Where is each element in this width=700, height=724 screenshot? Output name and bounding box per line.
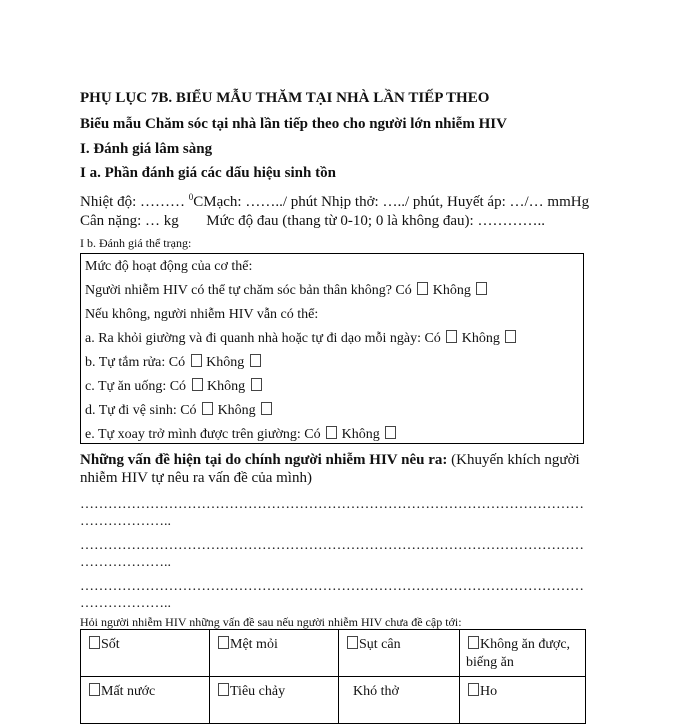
vitals-line <box>80 187 589 212</box>
table-row <box>81 630 586 677</box>
checkbox-no[interactable] <box>250 354 261 367</box>
weight-field: Cân nặng: … kg <box>80 213 179 229</box>
checkbox-no[interactable] <box>261 402 272 415</box>
problems-heading <box>80 450 580 470</box>
self-care-text: Người nhiễm HIV có thể tự chăm sóc bản thân không? Có <box>85 283 412 298</box>
symptom-cell <box>460 677 586 724</box>
symptom-label: Mệt mỏi <box>230 637 278 652</box>
item-d <box>85 401 273 420</box>
symptoms-table <box>80 629 586 724</box>
problems-heading-bold: Những vấn đề hiện tại do chính người nhiễm HIV nêu ra: <box>80 452 448 468</box>
item-e <box>85 425 397 444</box>
answer-line-3[interactable]: ……………………………………………………………………………………………… <box>80 579 584 594</box>
checkbox-yes[interactable] <box>192 378 203 391</box>
no-label: Không <box>341 427 380 442</box>
answer-line-2[interactable]: ……………………………………………………………………………………………… <box>80 538 584 553</box>
checkbox-yes[interactable] <box>202 402 213 415</box>
document-title: PHỤ LỤC 7B. BIỂU MẪU THĂM TẠI NHÀ LẦN TIẾP THEO <box>80 90 490 106</box>
section-vital-signs: I a. Phần đánh giá các dấu hiệu sinh tồn <box>80 165 336 181</box>
checkbox-yes[interactable] <box>326 426 337 439</box>
checkbox-yes[interactable] <box>446 330 457 343</box>
item-e-text: e. Tự xoay trở mình được trên giường: Có <box>85 427 321 442</box>
problems-heading-rest: (Khuyến khích người <box>451 452 580 468</box>
checkbox[interactable] <box>468 636 479 649</box>
symptom-label: Sụt cân <box>359 637 401 652</box>
symptom-label: Tiêu chảy <box>230 684 286 699</box>
no-label: Không <box>206 355 245 370</box>
checkbox-yes[interactable] <box>417 282 428 295</box>
checkbox[interactable] <box>89 636 100 649</box>
no-label: Không <box>207 379 246 394</box>
checkbox[interactable] <box>468 683 479 696</box>
degree-sup: 0 <box>188 192 194 202</box>
symptom-label-cont: biếng ăn <box>466 655 514 670</box>
symptom-label: Ho <box>480 684 498 699</box>
symptom-label: Mất nước <box>101 684 156 699</box>
checkbox-no[interactable] <box>476 282 487 295</box>
answer-line-3-cont[interactable]: ……………….. <box>80 596 171 611</box>
no-label: Không <box>432 283 471 298</box>
checkbox[interactable] <box>218 636 229 649</box>
activity-level-label: Mức độ hoạt động của cơ thể: <box>85 259 253 274</box>
item-c-text: c. Tự ăn uống: Có <box>85 379 187 394</box>
symptom-label: Sốt <box>101 637 120 652</box>
symptom-cell <box>210 630 339 677</box>
item-c <box>85 377 263 396</box>
resp-bp-field: Nhịp thở: …../ phút, Huyết áp: …/… mmHg <box>321 194 590 210</box>
item-b-text: b. Tự tắm rửa: Có <box>85 355 186 370</box>
physical-status-box <box>80 253 584 444</box>
symptom-cell <box>210 677 339 724</box>
symptom-label: Khó thở <box>353 684 399 699</box>
checkbox[interactable] <box>347 636 358 649</box>
symptom-cell <box>339 677 460 724</box>
ask-instructions: Hỏi người nhiễm HIV những vấn đề sau nếu người nhiễm HIV chưa đề cập tới: <box>80 615 462 629</box>
answer-line-1[interactable]: ……………………………………………………………………………………………… <box>80 497 584 512</box>
item-a-text: a. Ra khỏi giường và đi quanh nhà hoặc tự đi dạo mỗi ngày: Có <box>85 331 441 346</box>
checkbox-no[interactable] <box>385 426 396 439</box>
pulse-field: Mạch: ……../ phút <box>203 194 318 210</box>
temperature-field: Nhiệt độ: ……… <box>80 194 185 210</box>
weight-pain-line <box>80 211 545 231</box>
checkbox[interactable] <box>89 683 100 696</box>
item-b <box>85 353 262 372</box>
checkbox-yes[interactable] <box>191 354 202 367</box>
checkbox[interactable] <box>218 683 229 696</box>
item-a <box>85 329 517 348</box>
pain-field: Mức độ đau (thang từ 0-10; 0 là không đau): ………….. <box>206 213 545 229</box>
section-clinical-assessment: I. Đánh giá lâm sàng <box>80 141 213 157</box>
if-not-label: Nếu không, người nhiễm HIV vẫn có thể: <box>85 307 319 322</box>
symptom-cell <box>339 630 460 677</box>
answer-line-2-cont[interactable]: ……………….. <box>80 555 171 570</box>
checkbox-no[interactable] <box>251 378 262 391</box>
problems-heading-line2: nhiễm HIV tự nêu ra vấn đề của mình) <box>80 470 312 486</box>
symptom-cell <box>81 677 210 724</box>
celsius-label: C <box>193 194 204 210</box>
symptom-label: Không ăn được, <box>480 637 571 652</box>
checkbox-no[interactable] <box>505 330 516 343</box>
document-subtitle: Biểu mẫu Chăm sóc tại nhà lần tiếp theo cho người lớn nhiễm HIV <box>80 116 507 132</box>
table-row <box>81 677 586 724</box>
answer-line-1-cont[interactable]: ……………….. <box>80 514 171 529</box>
section-physical-status: I b. Đánh giá thể trạng: <box>80 236 192 250</box>
no-label: Không <box>461 331 500 346</box>
item-d-text: d. Tự đi vệ sinh: Có <box>85 403 197 418</box>
symptom-cell <box>81 630 210 677</box>
self-care-question <box>85 281 488 300</box>
symptom-cell <box>460 630 586 677</box>
no-label: Không <box>217 403 256 418</box>
